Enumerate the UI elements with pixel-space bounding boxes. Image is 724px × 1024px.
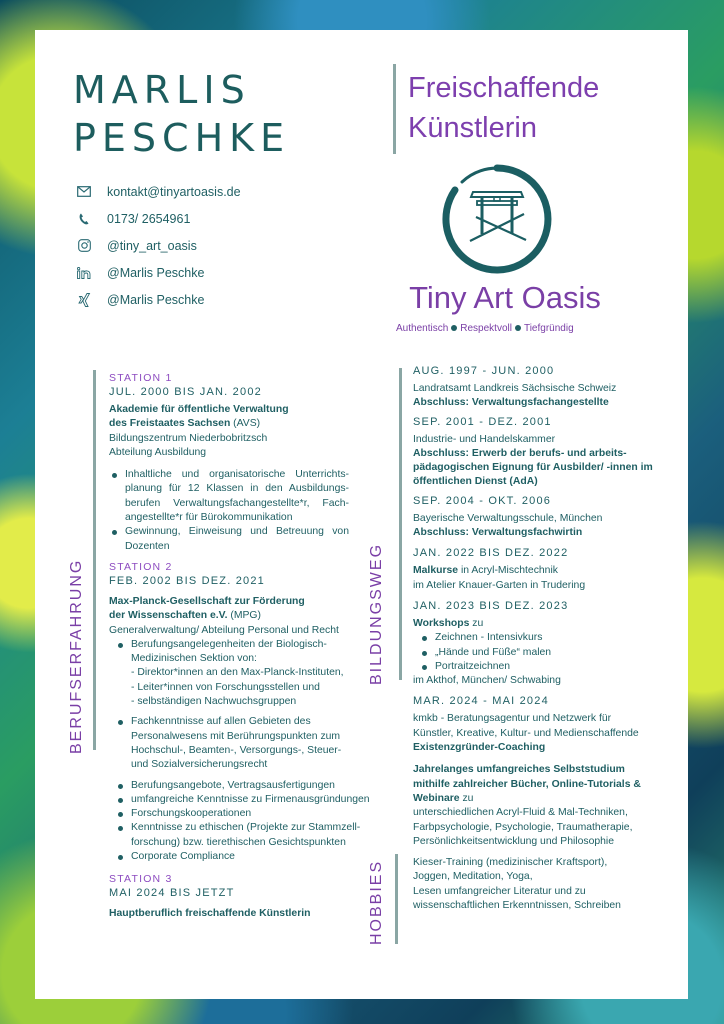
list-item: Portraitzeichnen: [419, 660, 653, 674]
station-1-org-line2-wrap: [109, 417, 349, 431]
xing-icon: [75, 293, 93, 307]
station-2-org-line2: der Wissenschaften e.V.: [109, 610, 228, 622]
contact-instagram[interactable]: [75, 232, 241, 259]
brand-tagline: [396, 323, 574, 334]
edu-5-line-after: im Akthof, München/ Schwabing: [413, 675, 561, 687]
edu-6-dates: MAR. 2024 - MAI 2024: [413, 695, 549, 708]
station-2-b1-head: Berufungsangelegenheiten der Biologisch-Medizinischen Sektion von:: [131, 638, 327, 665]
edu-1-line2: Abschluss: Verwaltungsfachangestellte: [413, 397, 609, 409]
tagline-word-2: Respektvoll: [460, 323, 512, 334]
list-item: [115, 638, 349, 709]
station-2-b1-sub-1: - Leiter*innen von Forschungsstellen und: [131, 681, 320, 693]
experience-column: [109, 371, 370, 922]
experience-divider: [93, 370, 96, 750]
job-title-line2: Künstlerin: [408, 112, 537, 144]
edu-6-line2: Existenzgründer-Coaching: [413, 742, 546, 754]
edu-3-line1: Bayerische Verwaltungsschule, München: [413, 512, 603, 524]
list-item: umfangreiche Kenntnisse zu Firmenausgründungen: [115, 793, 385, 807]
list-item: Corporate Compliance: [115, 850, 385, 864]
station-3-text: Hauptberuflich freischaffende Künstlerin: [109, 908, 311, 920]
station-2-label: STATION 2: [109, 560, 173, 573]
station-2-bullets-a: [115, 638, 349, 773]
edu-1-dates: AUG. 1997 - JUN. 2000: [413, 365, 555, 377]
resume-sheet: [35, 30, 688, 999]
station-3-label: STATION 3: [109, 873, 173, 886]
phone-icon: [75, 212, 93, 226]
hobby-line-4: wissenschaftlichen Erkenntnissen, Schreiben: [413, 899, 621, 911]
header-divider: [393, 64, 396, 154]
section-label-experience: BERUFSERFAHRUNG: [68, 558, 85, 754]
mail-icon: [75, 185, 93, 199]
brand-name: Tiny Art Oasis: [409, 280, 601, 315]
edu-7-line2: unterschiedlichen Acryl-Fluid & Mal-Techniken, Farbpsychologie, Psychologie, Traumatherapie, Persönlichkeitsentwicklung und Philosophie: [413, 807, 633, 847]
hobby-line-3: Lesen umfangreicher Literatur und zu: [413, 885, 586, 897]
edu-4-line1: [413, 564, 653, 578]
last-name: PESCHKE: [73, 116, 291, 160]
edu-6-line1: kmkb - Beratungsagentur und Netzwerk für Künstler, Kreative, Kultur- und Medienschaffende: [413, 713, 639, 739]
linkedin-icon: [75, 266, 93, 280]
tagline-word-3: Tiefgründig: [523, 323, 574, 334]
station-1-line3: Bildungszentrum Niederbobritzsch: [109, 432, 268, 444]
section-label-education: BILDUNGSWEG: [368, 542, 385, 685]
edu-4-rest: in Acryl-Mischtechnik: [458, 565, 558, 577]
edu-5-dates: JAN. 2023 BIS DEZ. 2023: [413, 599, 569, 612]
list-item: Gewinnung, Einweisung und Betreuung von Dozenten: [109, 525, 349, 554]
edu-2-line1: Industrie- und Handelskammer: [413, 433, 556, 445]
station-2-b1-sub-0: - Direktor*innen an den Max-Planck-Instituten,: [131, 667, 344, 679]
person-name: [73, 66, 290, 162]
email-text: kontakt@tinyartoasis.de: [107, 184, 241, 199]
edu-2-dates: SEP. 2001 - DEZ. 2001: [413, 415, 552, 428]
contact-xing[interactable]: [75, 286, 241, 313]
section-label-hobbies: HOBBIES: [368, 859, 385, 945]
tagline-word-1: Authentisch: [396, 323, 449, 334]
job-title-line1: Freischaffende: [408, 72, 600, 104]
edu-7-bold: Jahrelanges umfangreiches Selbststudium mithilfe zahlreicher Bücher, Online-Tutorials & Webinare: [413, 764, 641, 804]
education-divider: [399, 368, 402, 680]
edu-7-line1: [413, 763, 653, 806]
station-2-bullets-b: [115, 779, 385, 865]
station-1-line4: Abteilung Ausbildung: [109, 446, 207, 458]
edu-2-line2: Abschluss: Erwerb der berufs- und arbeits-pädagogischen Eignung für Ausbilder/ -innen im öffentlichen Dienst (AdA): [413, 447, 653, 488]
edu-7-rest: zu: [459, 792, 474, 804]
instagram-text: @tiny_art_oasis: [107, 238, 197, 253]
station-1-org-abbr: (AVS): [230, 418, 261, 430]
hobbies-divider: [395, 854, 398, 944]
list-item: Zeichnen - Intensivkurs: [419, 631, 653, 645]
hobby-line-2: Joggen, Meditation, Yoga,: [413, 871, 533, 883]
edu-5-bullets: [419, 631, 653, 674]
instagram-icon: [75, 239, 93, 253]
linkedin-text: @Marlis Peschke: [107, 265, 205, 280]
edu-3-dates: SEP. 2004 - OKT. 2006: [413, 494, 552, 507]
contact-linkedin[interactable]: [75, 259, 241, 286]
edu-1-line1: Landratsamt Landkreis Sächsische Schweiz: [413, 383, 617, 394]
list-item: Berufungsangebote, Vertragsausfertigungen: [115, 779, 385, 793]
station-2-b1-sub-2: - selbständigen Nachwuchsgruppen: [131, 696, 297, 708]
edu-4-bold: Malkurse: [413, 565, 459, 577]
edu-4-dates: JAN. 2022 BIS DEZ. 2022: [413, 547, 569, 560]
first-name: MARLIS: [73, 68, 251, 112]
list-item: Fachkenntnisse auf allen Gebieten des Personalwesens mit Berührungspunkten zum Hochschul-, Beamten-, Versorgungs-, Steuer- und Sozialversicherungsrecht: [115, 715, 349, 772]
list-item: Inhaltliche und organisatorische Unterrichts-planung für 12 Klassen in den Ausbildungs-berufen Verwaltungsfachangestellte*r, Fach-angestellte*r für Bürokommunikation: [109, 468, 349, 525]
education-column: [413, 364, 653, 849]
station-2-org-line1: Max-Planck-Gesellschaft zur Förderung: [109, 595, 305, 607]
station-2-dates: FEB. 2002 BIS DEZ. 2021: [109, 574, 266, 587]
contact-list: [75, 178, 241, 313]
station-1-dates: JUL. 2000 BIS JAN. 2002: [109, 386, 262, 398]
edu-5-bold: Workshops: [413, 617, 470, 629]
station-3-dates: MAI 2024 BIS JETZT: [109, 887, 235, 900]
station-2-line3: Generalverwaltung/ Abteilung Personal und Recht: [109, 624, 339, 636]
hobby-line-1: Kieser-Training (medizinischer Kraftsport),: [413, 857, 608, 868]
edu-4-line2: im Atelier Knauer-Garten in Trudering: [413, 579, 586, 591]
edu-5-line1: [413, 617, 653, 631]
job-title: [408, 68, 599, 148]
torii-logo: [440, 162, 554, 276]
station-2-org-abbr: (MPG): [227, 610, 261, 622]
station-1-org-line2: des Freistaates Sachsen: [109, 418, 231, 430]
xing-text: @Marlis Peschke: [107, 292, 205, 307]
edu-3-line2: Abschluss: Verwaltungsfachwirtin: [413, 527, 583, 539]
contact-phone[interactable]: [75, 205, 241, 232]
phone-text: 0173/ 2654961: [107, 211, 191, 226]
list-item: Kenntnisse zu ethischen (Projekte zur Stammzell-forschung) bzw. tierethischen Gesichtspunkten: [115, 821, 385, 850]
station-1-org-line1: Akademie für öffentliche Verwaltung: [109, 404, 289, 415]
list-item: Forschungskooperationen: [115, 807, 385, 821]
tagline-dot: [515, 325, 521, 331]
list-item: „Hände und Füße“ malen: [419, 646, 653, 660]
station-1-label: STATION 1: [109, 372, 173, 384]
station-1-bullets: [109, 468, 349, 554]
contact-email[interactable]: [75, 178, 241, 205]
edu-5-rest: zu: [469, 617, 484, 629]
hobbies-column: [413, 856, 663, 913]
tagline-dot: [451, 325, 457, 331]
station-2-org-line2-wrap: [109, 609, 349, 623]
